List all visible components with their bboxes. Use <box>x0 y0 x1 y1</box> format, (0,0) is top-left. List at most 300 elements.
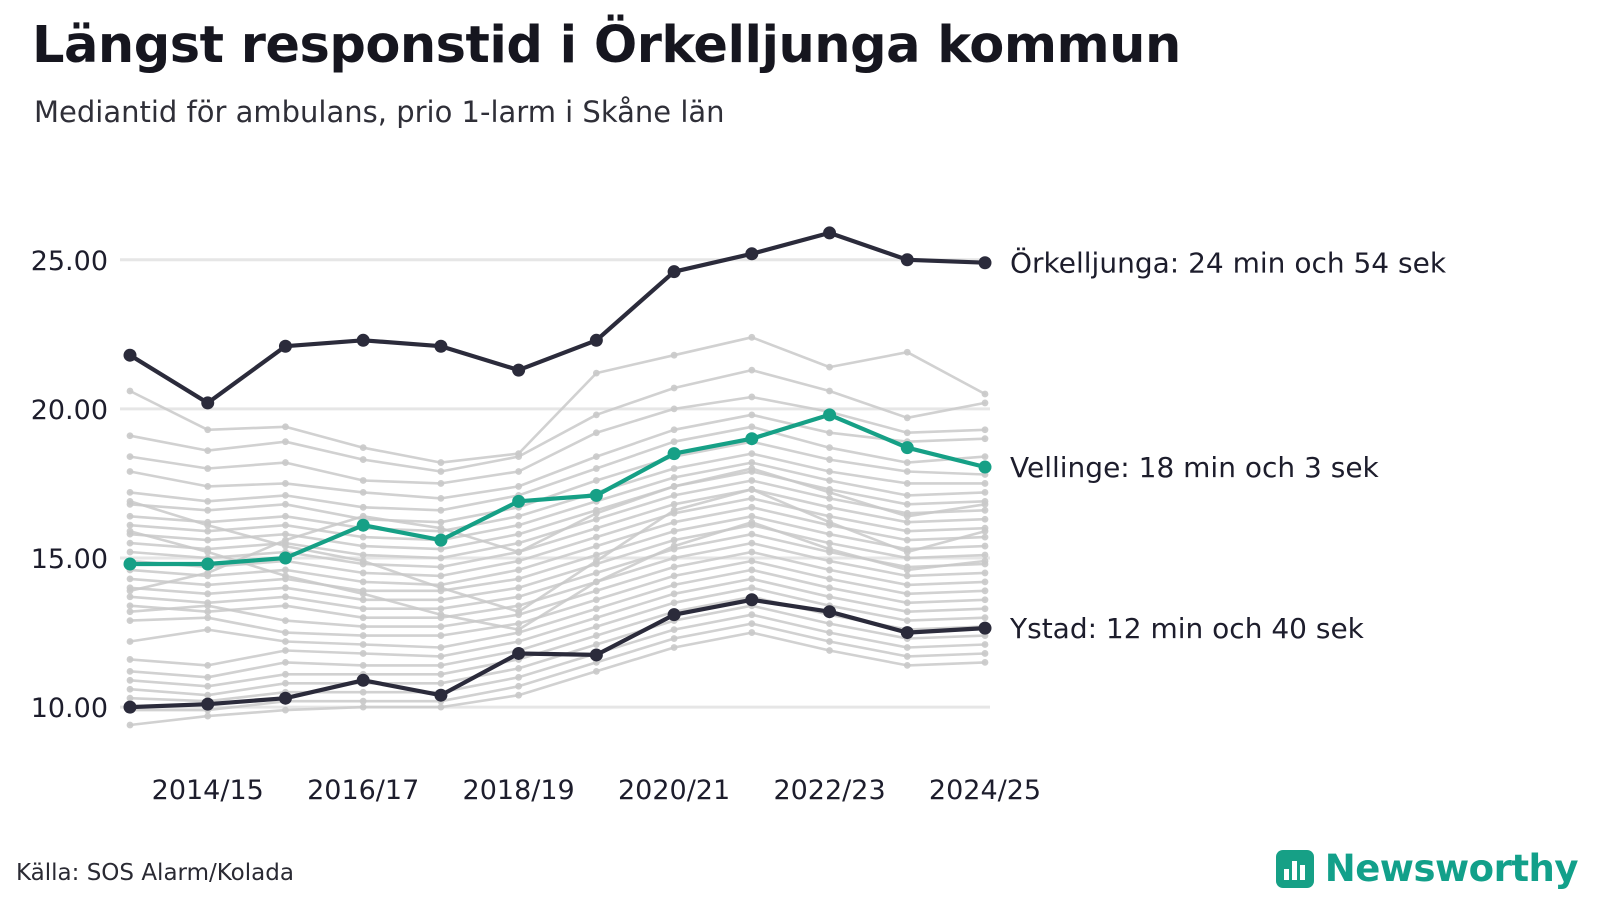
highlight-series-point <box>434 689 447 702</box>
highlight-series-point <box>590 489 603 502</box>
background-series-point <box>826 468 833 475</box>
background-series-point <box>360 513 367 520</box>
highlight-series-point <box>201 396 214 409</box>
background-series-point <box>904 590 911 597</box>
background-series-point <box>593 587 600 594</box>
background-series-point <box>982 507 989 514</box>
background-series-point <box>282 531 289 538</box>
background-series-point <box>515 692 522 699</box>
background-series-point <box>360 632 367 639</box>
background-series-point <box>282 573 289 580</box>
background-series-point <box>127 468 134 475</box>
background-series-point <box>438 468 445 475</box>
background-series-point <box>826 519 833 526</box>
highlight-series-point <box>434 340 447 353</box>
background-series-point <box>904 549 911 556</box>
background-series-point <box>748 540 755 547</box>
background-series-point <box>282 567 289 574</box>
background-series-point <box>438 632 445 639</box>
chart-container <box>0 186 1600 826</box>
highlight-series-point <box>745 593 758 606</box>
highlight-series-point <box>901 441 914 454</box>
background-series-point <box>360 477 367 484</box>
background-series-point <box>127 540 134 547</box>
background-series-point <box>127 668 134 675</box>
background-series-point <box>360 444 367 451</box>
background-series-point <box>593 516 600 523</box>
background-series-point <box>671 501 678 508</box>
background-series-point <box>127 575 134 582</box>
background-series-point <box>438 671 445 678</box>
background-series-point <box>282 501 289 508</box>
background-series-point <box>127 513 134 520</box>
background-series-point <box>982 570 989 577</box>
background-series-point <box>515 593 522 600</box>
highlight-series-point <box>823 605 836 618</box>
background-series-point <box>748 584 755 591</box>
background-series-point <box>671 528 678 535</box>
background-series-point <box>360 662 367 669</box>
background-series-point <box>982 614 989 621</box>
background-series-point <box>982 659 989 666</box>
background-series-point <box>204 614 211 621</box>
background-series-point <box>438 525 445 532</box>
highlight-series-point <box>201 557 214 570</box>
background-series-point <box>748 531 755 538</box>
background-series-point <box>671 555 678 562</box>
highlight-series-point <box>590 648 603 661</box>
highlight-series-point <box>901 253 914 266</box>
background-series-point <box>438 596 445 603</box>
background-series-point <box>282 423 289 430</box>
background-series-point <box>982 391 989 398</box>
x-axis-tick-label: 2018/19 <box>462 775 575 806</box>
background-series-point <box>671 537 678 544</box>
background-series-point <box>593 641 600 648</box>
background-series-point <box>515 575 522 582</box>
background-series-point <box>671 385 678 392</box>
background-series-point <box>360 641 367 648</box>
background-series-point <box>515 567 522 574</box>
background-series-point <box>360 689 367 696</box>
highlight-series-point <box>901 626 914 639</box>
source-note: Källa: SOS Alarm/Kolada <box>16 860 294 886</box>
background-series-point <box>360 534 367 541</box>
background-series-point <box>282 537 289 544</box>
background-series-point <box>127 722 134 729</box>
background-series-point <box>515 540 522 547</box>
background-series-point <box>127 686 134 693</box>
background-series-point <box>593 465 600 472</box>
background-series-point <box>593 370 600 377</box>
background-series-point <box>282 707 289 714</box>
background-series-point <box>982 516 989 523</box>
line-chart <box>0 186 1600 826</box>
background-series-point <box>904 459 911 466</box>
background-series-point <box>282 638 289 645</box>
background-series-point <box>593 429 600 436</box>
highlight-series-point <box>279 692 292 705</box>
background-series-point <box>360 605 367 612</box>
background-series-point <box>127 677 134 684</box>
background-series-point <box>360 578 367 585</box>
background-series-point <box>515 626 522 633</box>
background-series-point <box>515 549 522 556</box>
background-series-point <box>282 629 289 636</box>
background-series-point <box>671 599 678 606</box>
highlight-series-point <box>201 698 214 711</box>
background-series-point <box>904 599 911 606</box>
background-series-point <box>671 474 678 481</box>
background-series-point <box>671 626 678 633</box>
background-series-point <box>360 489 367 496</box>
background-series-line <box>130 370 985 471</box>
background-series-point <box>904 653 911 660</box>
background-series-point <box>593 543 600 550</box>
background-series-point <box>982 435 989 442</box>
background-series-point <box>593 525 600 532</box>
background-series-point <box>438 704 445 711</box>
background-series-point <box>826 546 833 553</box>
background-series-point <box>204 465 211 472</box>
background-series-point <box>593 632 600 639</box>
background-series-point <box>204 674 211 681</box>
y-axis-tick-label: 10.00 <box>30 693 108 725</box>
x-axis-tick-label: 2024/25 <box>928 775 1042 806</box>
x-axis-tick-label: 2016/17 <box>307 775 420 806</box>
background-series-point <box>127 587 134 594</box>
background-series-point <box>204 692 211 699</box>
highlight-series-point <box>512 647 525 660</box>
background-series-point <box>515 608 522 615</box>
background-series-point <box>593 614 600 621</box>
y-axis-tick-label: 20.00 <box>30 394 108 426</box>
background-series-point <box>593 605 600 612</box>
background-series-point <box>593 578 600 585</box>
background-series-point <box>982 480 989 487</box>
background-series-point <box>671 635 678 642</box>
background-series-point <box>204 608 211 615</box>
highlight-series-line-vellinge <box>130 415 985 564</box>
background-series-point <box>826 444 833 451</box>
background-series-point <box>593 411 600 418</box>
background-series-point <box>904 567 911 574</box>
background-series-point <box>826 593 833 600</box>
background-series-point <box>515 638 522 645</box>
background-series-point <box>282 593 289 600</box>
background-series-point <box>748 567 755 574</box>
background-series-point <box>204 507 211 514</box>
background-series-point <box>438 611 445 618</box>
background-series-point <box>982 501 989 508</box>
background-series-point <box>438 564 445 571</box>
background-series-point <box>826 567 833 574</box>
background-series-point <box>671 581 678 588</box>
background-series-point <box>671 543 678 550</box>
background-series-point <box>904 573 911 580</box>
background-series-point <box>127 695 134 702</box>
background-series-point <box>748 575 755 582</box>
background-series-point <box>671 426 678 433</box>
background-series-point <box>826 388 833 395</box>
background-series-point <box>282 492 289 499</box>
background-series-point <box>826 575 833 582</box>
background-series-point <box>671 405 678 412</box>
background-series-point <box>360 543 367 550</box>
background-series-point <box>826 364 833 371</box>
background-series-point <box>593 570 600 577</box>
background-series-point <box>127 656 134 663</box>
background-series-point <box>515 483 522 490</box>
background-series-point <box>671 573 678 580</box>
background-series-point <box>904 644 911 651</box>
background-series-point <box>515 665 522 672</box>
background-series-point <box>438 644 445 651</box>
background-series-point <box>515 683 522 690</box>
background-series-point <box>360 456 367 463</box>
background-series-point <box>826 531 833 538</box>
background-series-point <box>360 596 367 603</box>
background-series-point <box>593 623 600 630</box>
background-series-point <box>671 590 678 597</box>
background-series-point <box>671 519 678 526</box>
background-series-point <box>748 394 755 401</box>
background-series-point <box>282 671 289 678</box>
background-series-point <box>904 555 911 562</box>
highlight-series-point <box>434 534 447 547</box>
background-series-point <box>982 489 989 496</box>
highlight-series-point <box>512 364 525 377</box>
background-series-point <box>904 429 911 436</box>
background-series-point <box>515 531 522 538</box>
bar-chart-icon <box>1275 849 1315 889</box>
background-series-point <box>515 558 522 565</box>
background-series-point <box>204 590 211 597</box>
background-series-point <box>671 483 678 490</box>
background-series-point <box>982 596 989 603</box>
background-series-point <box>515 522 522 529</box>
background-series-point <box>438 584 445 591</box>
highlight-series-point <box>668 265 681 278</box>
background-series-point <box>360 504 367 511</box>
highlight-series-point <box>512 495 525 508</box>
background-series-point <box>360 623 367 630</box>
highlight-series-point <box>745 247 758 260</box>
background-series-point <box>515 602 522 609</box>
series-annotation-örkelljunga: Örkelljunga: 24 min och 54 sek <box>1010 246 1447 280</box>
series-annotation-vellinge: Vellinge: 18 min och 3 sek <box>1010 451 1379 485</box>
highlight-series-point <box>979 461 992 474</box>
background-series-point <box>826 647 833 654</box>
background-series-point <box>982 552 989 559</box>
background-series-point <box>982 605 989 612</box>
background-series-point <box>904 537 911 544</box>
background-series-point <box>438 680 445 687</box>
background-series-point <box>748 459 755 466</box>
background-series-point <box>593 453 600 460</box>
x-axis-tick-label: 2020/21 <box>618 775 731 806</box>
background-series-point <box>748 367 755 374</box>
background-series-point <box>826 489 833 496</box>
background-series-point <box>127 617 134 624</box>
background-series-point <box>282 680 289 687</box>
background-series-point <box>127 638 134 645</box>
highlight-series-point <box>745 432 758 445</box>
background-series-point <box>748 611 755 618</box>
background-series-point <box>204 447 211 454</box>
background-series-point <box>748 334 755 341</box>
background-series-point <box>826 456 833 463</box>
background-series-point <box>748 620 755 627</box>
page-subtitle: Mediantid för ambulans, prio 1-larm i Skåne län <box>34 95 725 130</box>
background-series-point <box>982 534 989 541</box>
background-series-point <box>204 528 211 535</box>
background-series-point <box>904 519 911 526</box>
background-series-point <box>282 543 289 550</box>
background-series-point <box>438 623 445 630</box>
background-series-point <box>904 414 911 421</box>
background-series-point <box>282 480 289 487</box>
background-series-point <box>826 429 833 436</box>
background-series-point <box>127 388 134 395</box>
background-series-point <box>904 501 911 508</box>
background-series-point <box>826 495 833 502</box>
background-series-point <box>826 584 833 591</box>
highlight-series-point <box>279 340 292 353</box>
background-series-point <box>748 495 755 502</box>
background-series-point <box>748 465 755 472</box>
background-series-point <box>748 558 755 565</box>
background-series-point <box>127 489 134 496</box>
highlight-series-point <box>357 519 370 532</box>
background-series-point <box>204 581 211 588</box>
background-series-point <box>593 534 600 541</box>
background-series-point <box>204 483 211 490</box>
background-series-point <box>904 513 911 520</box>
background-series-point <box>748 629 755 636</box>
background-series-point <box>438 662 445 669</box>
highlight-series-point <box>668 447 681 460</box>
brand-name: Newsworthy <box>1324 847 1578 890</box>
background-series-point <box>127 528 134 535</box>
background-series-point <box>748 411 755 418</box>
background-series-point <box>204 713 211 720</box>
background-series-point <box>515 468 522 475</box>
background-series-point <box>360 704 367 711</box>
background-series-point <box>748 519 755 526</box>
background-series-point <box>438 653 445 660</box>
background-series-point <box>826 513 833 520</box>
background-series-point <box>282 459 289 466</box>
highlight-series-point <box>357 674 370 687</box>
background-series-point <box>826 638 833 645</box>
background-series-point <box>593 668 600 675</box>
highlight-series-point <box>823 226 836 239</box>
background-series-point <box>826 477 833 484</box>
background-series-point <box>282 659 289 666</box>
background-series-point <box>127 453 134 460</box>
background-series-point <box>438 605 445 612</box>
background-series-point <box>904 662 911 669</box>
background-series-point <box>593 510 600 517</box>
background-series-point <box>360 590 367 597</box>
background-series-point <box>982 650 989 657</box>
background-series-point <box>204 549 211 556</box>
highlight-series-point <box>823 408 836 421</box>
highlight-series-point <box>668 608 681 621</box>
background-series-point <box>438 459 445 466</box>
background-series-point <box>982 558 989 565</box>
background-series-point <box>282 438 289 445</box>
background-series-point <box>671 507 678 514</box>
background-series-point <box>593 552 600 559</box>
background-series-point <box>748 486 755 493</box>
background-series-point <box>593 596 600 603</box>
background-series-point <box>515 674 522 681</box>
background-series-point <box>982 543 989 550</box>
background-series-point <box>515 513 522 520</box>
background-series-point <box>671 352 678 359</box>
highlight-series-point <box>124 557 137 570</box>
highlight-series-point <box>590 334 603 347</box>
background-series-point <box>438 507 445 514</box>
background-series-point <box>438 480 445 487</box>
background-series-point <box>671 438 678 445</box>
background-series-point <box>748 450 755 457</box>
background-series-point <box>826 540 833 547</box>
background-series-point <box>204 570 211 577</box>
background-series-point <box>438 495 445 502</box>
background-series-point <box>204 683 211 690</box>
background-series-point <box>515 584 522 591</box>
background-series-point <box>904 349 911 356</box>
background-series-point <box>127 522 134 529</box>
background-series-point <box>360 552 367 559</box>
background-series-point <box>127 593 134 600</box>
background-series-point <box>282 647 289 654</box>
background-series-point <box>593 477 600 484</box>
highlight-series-point <box>979 622 992 635</box>
background-series-point <box>438 573 445 580</box>
background-series-point <box>982 453 989 460</box>
background-series-point <box>360 558 367 565</box>
background-series-point <box>282 584 289 591</box>
y-axis-tick-label: 15.00 <box>30 544 108 576</box>
background-series-point <box>515 620 522 627</box>
background-series-point <box>748 477 755 484</box>
page-title: Längst responstid i Örkelljunga kommun <box>32 16 1181 75</box>
background-series-point <box>127 498 134 505</box>
highlight-series-point <box>357 334 370 347</box>
background-series-point <box>904 581 911 588</box>
background-series-point <box>438 546 445 553</box>
background-series-point <box>204 537 211 544</box>
background-series-point <box>204 426 211 433</box>
background-series-point <box>826 504 833 511</box>
background-series-point <box>904 480 911 487</box>
background-series-point <box>982 528 989 535</box>
background-series-point <box>671 564 678 571</box>
background-series-point <box>826 620 833 627</box>
background-series-point <box>438 519 445 526</box>
background-series-point <box>282 617 289 624</box>
background-series-point <box>671 644 678 651</box>
background-series-point <box>127 549 134 556</box>
background-series-point <box>282 522 289 529</box>
background-series-point <box>982 426 989 433</box>
background-series-point <box>127 608 134 615</box>
background-series-point <box>748 504 755 511</box>
